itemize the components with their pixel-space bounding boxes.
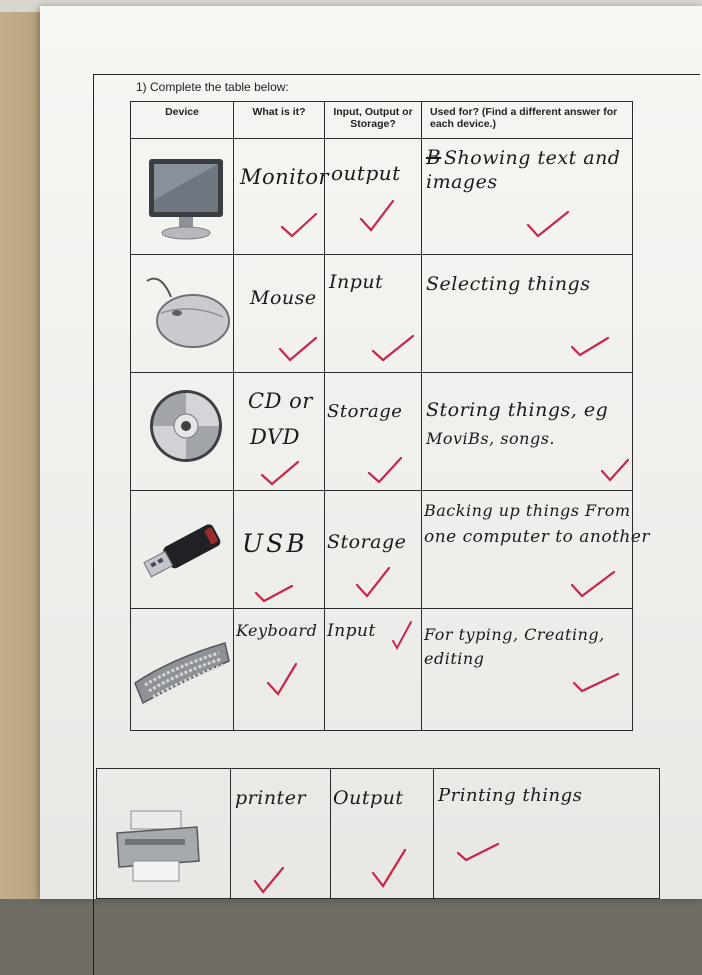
answer-used-line1: Storing things, eg [426, 399, 609, 421]
table-row [131, 255, 633, 373]
tick-icon [456, 841, 500, 863]
used-cell [422, 255, 633, 373]
what-cell [231, 769, 331, 899]
tick-icon [266, 661, 298, 697]
tick-icon [570, 335, 610, 359]
answer-io: Input [327, 621, 376, 641]
device-cell [131, 373, 234, 491]
answer-what: USB [242, 529, 308, 558]
device-cell [131, 609, 234, 731]
answer-used-line2: images [426, 171, 498, 193]
header-io: Input, Output or Storage? [325, 102, 422, 139]
answer-io: output [331, 161, 401, 185]
tick-icon [253, 865, 285, 895]
tick-icon [367, 455, 403, 485]
answer-io: Input [329, 271, 384, 293]
used-cell [422, 609, 633, 731]
device-cell [131, 139, 234, 255]
tick-icon [371, 847, 407, 889]
answer-used-line1: Showing text and [444, 147, 621, 169]
usb-icon [135, 515, 231, 587]
what-cell [234, 139, 330, 255]
struck-letter: B [426, 145, 442, 169]
what-cell [234, 255, 325, 373]
io-cell [325, 255, 422, 373]
table-row [97, 769, 660, 899]
device-table [130, 101, 651, 731]
io-cell [325, 609, 422, 731]
table-row [131, 373, 633, 491]
header-what: What is it? [234, 102, 325, 139]
tick-icon [355, 565, 391, 599]
disc-icon [147, 387, 225, 465]
header-device: Device [131, 102, 234, 139]
printer-table [96, 768, 660, 899]
answer-used-line2: editing [424, 649, 485, 668]
table-header-row [131, 102, 633, 139]
what-cell [234, 491, 325, 609]
answer-what-line2: DVD [250, 425, 300, 449]
answer-what: Mouse [250, 287, 317, 309]
tick-icon [371, 333, 415, 363]
answer-used-line1: Selecting things [426, 273, 591, 295]
keyboard-icon [131, 637, 231, 707]
tick-icon [570, 569, 616, 599]
answer-what: Keyboard [236, 621, 318, 640]
what-cell [234, 373, 325, 491]
device-cell [131, 491, 234, 609]
used-cell [422, 373, 633, 491]
tick-icon [391, 619, 413, 651]
tick-icon [359, 197, 395, 233]
mouse-icon [141, 273, 231, 355]
what-cell [234, 609, 325, 731]
tick-icon [600, 457, 630, 483]
table-row [131, 139, 633, 255]
header-used: Used for? (Find a different answer for each device.) [422, 102, 633, 139]
answer-used-line2: one computer to another [424, 527, 651, 547]
answer-io: Storage [327, 401, 403, 422]
io-cell [325, 373, 422, 491]
table-row [131, 609, 633, 731]
answer-what: printer [235, 787, 307, 809]
table-row [131, 491, 633, 609]
io-cell [325, 491, 422, 609]
answer-used-line2: MoviBs, songs. [426, 429, 555, 448]
used-cell [422, 139, 633, 255]
answer-what-line1: CD or [248, 389, 313, 413]
tick-icon [254, 583, 294, 605]
device-cell [131, 255, 234, 373]
answer-what: Monitor [240, 165, 330, 189]
answer-used-line1: Backing up things From [424, 501, 631, 520]
answer-used-line1: For typing, Creating, [424, 625, 605, 644]
tick-icon [572, 671, 620, 695]
used-cell [434, 769, 660, 899]
answer-io: Output [333, 787, 404, 809]
tick-icon [278, 335, 318, 363]
used-cell [422, 491, 651, 609]
tick-icon [526, 209, 570, 239]
answer-used: Printing things [438, 785, 583, 806]
tick-icon [280, 211, 318, 239]
io-cell [331, 769, 434, 899]
device-cell [97, 769, 231, 899]
io-cell [325, 139, 422, 255]
monitor-icon [145, 155, 227, 243]
printer-icon [111, 805, 203, 885]
tick-icon [260, 459, 300, 487]
instruction-text: 1) Complete the table below: [136, 80, 289, 94]
answer-io: Storage [327, 531, 407, 553]
